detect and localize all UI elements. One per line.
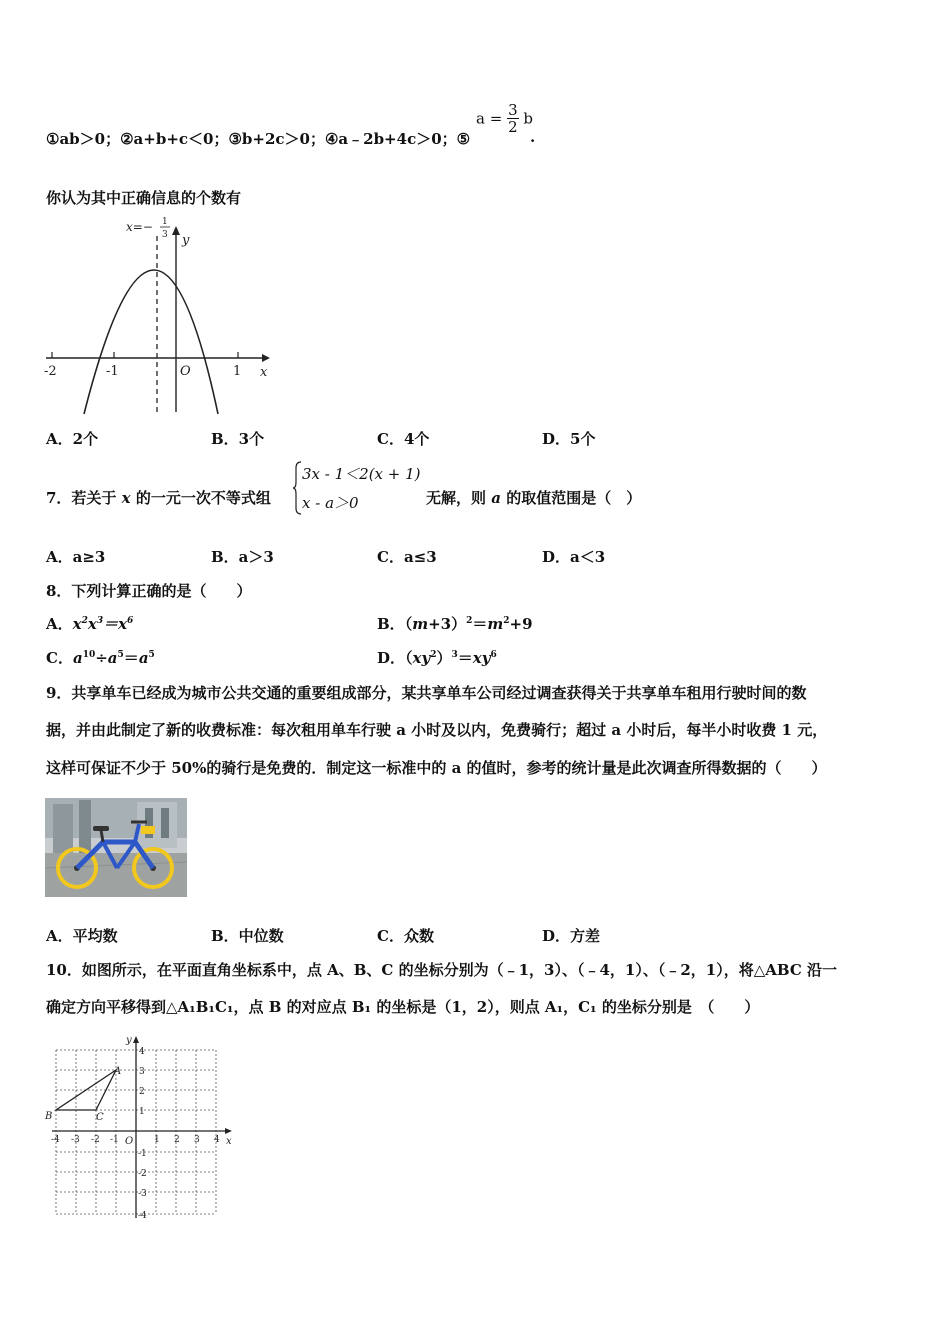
q8-option-c[interactable] <box>46 647 155 668</box>
q6-formula <box>476 102 533 135</box>
q7-option-b[interactable]: B．a＞3 <box>211 548 274 566</box>
q6-formula-end: . <box>530 128 536 146</box>
q6-formula-denominator: 2 <box>508 118 518 136</box>
q10-point-b-label: B <box>45 1111 53 1122</box>
q6-formula-lhs: a = <box>476 109 503 128</box>
q7-inequality-system <box>292 460 422 520</box>
q9-line-1: 9．共享单车已经成为城市公共交通的重要组成部分，某共享单车公司经过调查获得关于共享单车租用行驶时间的数 <box>46 684 807 702</box>
q10-origin-label: O <box>125 1136 134 1147</box>
q7-stem <box>46 487 271 508</box>
q10-line-1: 10．如图所示，在平面直角坐标系中，点 A、B、C 的坐标分别为（﹣1，3）、（﹣4，1）、（﹣2，1），将△ABC 沿一 <box>46 961 837 979</box>
q7-stem-end <box>426 487 641 508</box>
q7-prefix: 7．若关于 <box>46 489 117 507</box>
q6-tick-label: -1 <box>106 364 119 379</box>
q7-var-x: x <box>121 489 131 507</box>
q6-axis-line-numerator: 1 <box>162 217 168 227</box>
q6-option-c[interactable]: C．4个 <box>377 430 430 448</box>
q9-line-2: 据，并由此制定了新的收费标准：每次租用单车行驶 a 小时及以内，免费骑行；超过 a 小时后，每半小时收费 1 元， <box>46 721 828 739</box>
q6-y-axis-arrow <box>172 226 180 235</box>
q10-x-tick: -3 <box>71 1135 80 1145</box>
q10-x-label: x <box>226 1136 232 1147</box>
q6-parabola-curve <box>84 270 218 414</box>
q10-x-tick: 2 <box>174 1135 180 1145</box>
q10-y-tick: 2 <box>139 1087 145 1097</box>
q6-statement-text: ①ab＞0；②a+b+c＜0；③b+2c＞0；④a﹣2b+4c＞0；⑤ <box>46 130 471 148</box>
q10-y-tick: 4 <box>139 1047 145 1057</box>
q8-option-b-expr: $(m+3)^2=m^2+9$ <box>404 615 533 633</box>
q10-point-c-label: C <box>96 1112 104 1123</box>
q8-option-c-expr: $a^{10}\div a^5=a^5$ <box>72 649 155 667</box>
q10-y-axis-arrow <box>133 1036 139 1043</box>
q9-option-a[interactable]: A．平均数 <box>46 927 118 945</box>
q8-option-d[interactable] <box>377 647 497 668</box>
q10-coordinate-grid <box>40 1030 240 1220</box>
q10-x-tick: -2 <box>91 1135 100 1145</box>
q6-formula-var: b <box>523 109 533 128</box>
q9-line-3: 这样可保证不少于 50%的骑行是免费的．制定这一标准中的 a 的值时，参考的统计量是此次调查所得数据的（ ） <box>46 759 827 777</box>
q6-tick-label: 1 <box>233 364 242 379</box>
q10-y-tick: 1 <box>139 1107 145 1117</box>
q10-y-tick: 3 <box>139 1067 145 1077</box>
q10-x-tick: 4 <box>214 1135 220 1145</box>
q7-var-a: a <box>491 489 501 507</box>
q7-option-a[interactable]: A．a≥3 <box>46 548 106 566</box>
q10-y-tick: -2 <box>138 1169 147 1179</box>
q9-option-d[interactable]: D．方差 <box>542 927 601 945</box>
q6-formula-numerator: 3 <box>508 101 518 119</box>
q6-axis-line-denominator: 3 <box>162 230 168 240</box>
q6-y-label: y <box>182 233 190 248</box>
q10-y-tick: -3 <box>138 1189 147 1199</box>
q8-stem: 8．下列计算正确的是（ ） <box>46 582 252 600</box>
q6-formula-fraction <box>507 102 519 135</box>
q8-option-d-expr: $(xy^2)^3=xy^6$ <box>405 649 497 667</box>
q8-option-a-expr: $x^2x^3=x^6$ <box>72 615 134 633</box>
q10-y-tick: -1 <box>138 1149 147 1159</box>
q10-x-tick: -1 <box>110 1135 119 1145</box>
q6-x-label: x <box>260 365 268 380</box>
q7-inequality-line-2: x - a＞0 <box>302 494 359 512</box>
q6-option-d[interactable]: D．5个 <box>542 430 596 448</box>
q6-statements <box>46 128 470 149</box>
q6-prompt: 你认为其中正确信息的个数有 <box>46 189 242 207</box>
q8-option-b-label: B． <box>377 615 405 633</box>
q7-option-d[interactable]: D．a＜3 <box>542 548 606 566</box>
q7-middle: 的一元一次不等式组 <box>135 489 271 507</box>
q9-option-b[interactable]: B．中位数 <box>211 927 284 945</box>
q10-y-label: y <box>126 1035 132 1046</box>
q6-tick-label: -2 <box>44 364 57 379</box>
q7-option-c[interactable]: C．a≤3 <box>377 548 437 566</box>
q6-x-axis-arrow <box>262 354 270 362</box>
q8-option-c-label: C． <box>46 649 73 667</box>
q6-parabola-graph <box>40 212 280 418</box>
left-brace-icon <box>292 460 302 516</box>
shared-bike-photo <box>45 798 187 897</box>
q10-line-2: 确定方向平移得到△A₁B₁C₁，点 B 的对应点 B₁ 的坐标是（1，2），则点 A₁，C₁ 的坐标分别是 （ ） <box>46 998 760 1016</box>
q6-option-a[interactable]: A．2个 <box>46 430 99 448</box>
q6-axis-line-label: x=− <box>126 220 153 234</box>
q7-suffix-b: 的取值范围是（ ） <box>506 489 642 507</box>
q10-x-tick: 1 <box>154 1135 160 1145</box>
q6-option-b[interactable]: B．3个 <box>211 430 265 448</box>
q8-option-a-label: A． <box>46 615 73 633</box>
q8-option-d-label: D． <box>377 649 406 667</box>
q8-option-a[interactable] <box>46 613 133 634</box>
q10-x-tick: 3 <box>194 1135 200 1145</box>
q10-y-tick: -4 <box>138 1211 147 1220</box>
q9-option-c[interactable]: C．众数 <box>377 927 434 945</box>
q7-suffix-a: 无解，则 <box>426 489 487 507</box>
q10-x-axis-arrow <box>225 1128 232 1134</box>
q8-option-b[interactable] <box>377 613 533 634</box>
q7-inequality-line-1: 3x - 1＜2(x + 1) <box>302 465 421 483</box>
q6-origin-label: O <box>180 364 191 379</box>
q10-x-tick: -4 <box>51 1135 60 1145</box>
q10-point-a-label: A <box>114 1066 122 1077</box>
